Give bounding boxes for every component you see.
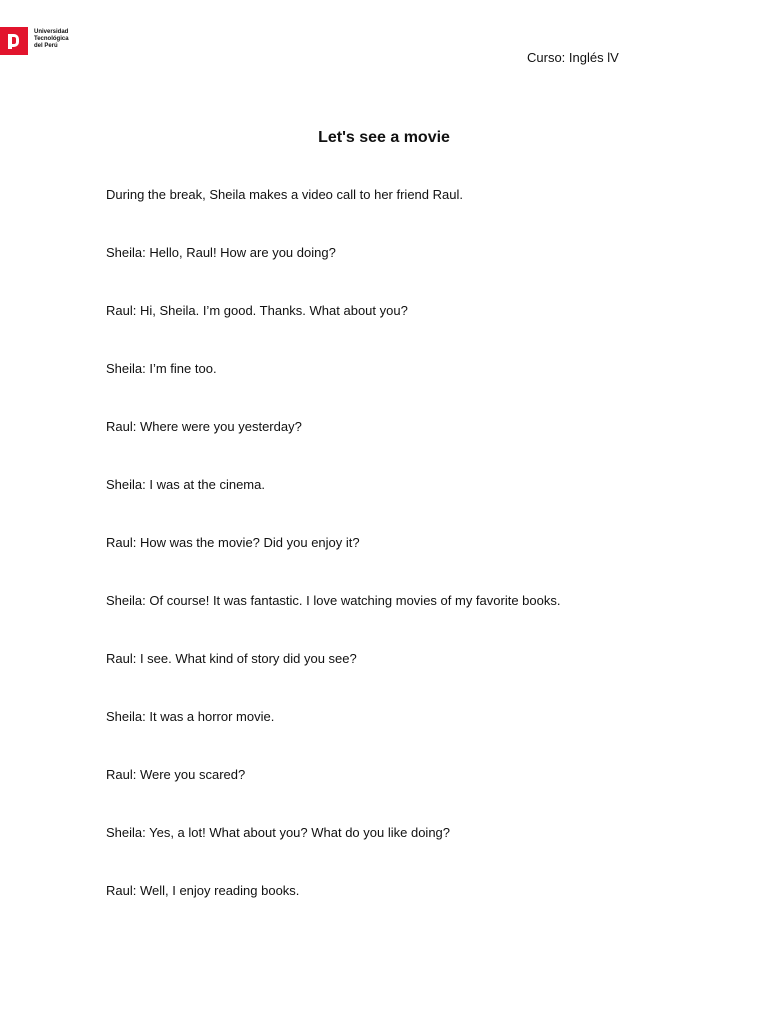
logo-line-2: Tecnológica bbox=[34, 36, 69, 42]
university-logo bbox=[0, 27, 69, 55]
dialogue-line: Raul: How was the movie? Did you enjoy it? bbox=[106, 535, 360, 550]
dialogue-line: Raul: I see. What kind of story did you see? bbox=[106, 651, 357, 666]
document-title: Let's see a movie bbox=[318, 129, 450, 146]
dialogue-line: Raul: Were you scared? bbox=[106, 767, 246, 782]
dialogue-line: Raul: Hi, Sheila. I’m good. Thanks. What about you? bbox=[106, 303, 408, 318]
logo-line-1: Universidad bbox=[34, 29, 69, 35]
dialogue-line: Sheila: It was a horror movie. bbox=[106, 709, 275, 724]
dialogue-line: Sheila: Hello, Raul! How are you doing? bbox=[106, 245, 336, 260]
logo-text bbox=[34, 29, 69, 50]
dialogue-line: Sheila: Of course! It was fantastic. I love watching movies of my favorite books. bbox=[106, 593, 561, 608]
dialogue-line: Raul: Well, I enjoy reading books. bbox=[106, 883, 300, 898]
utp-logo-icon bbox=[0, 27, 28, 55]
course-label: Curso: Inglés lV bbox=[527, 50, 619, 65]
dialogue bbox=[106, 187, 706, 941]
dialogue-line: Sheila: Yes, a lot! What about you? What do you like doing? bbox=[106, 825, 451, 840]
dialogue-line: Sheila: I’m fine too. bbox=[106, 361, 217, 376]
logo-line-3: del Perú bbox=[34, 43, 58, 49]
dialogue-line: Raul: Where were you yesterday? bbox=[106, 419, 302, 434]
intro-line: During the break, Sheila makes a video call to her friend Raul. bbox=[106, 187, 463, 202]
dialogue-line: Sheila: I was at the cinema. bbox=[106, 477, 265, 492]
